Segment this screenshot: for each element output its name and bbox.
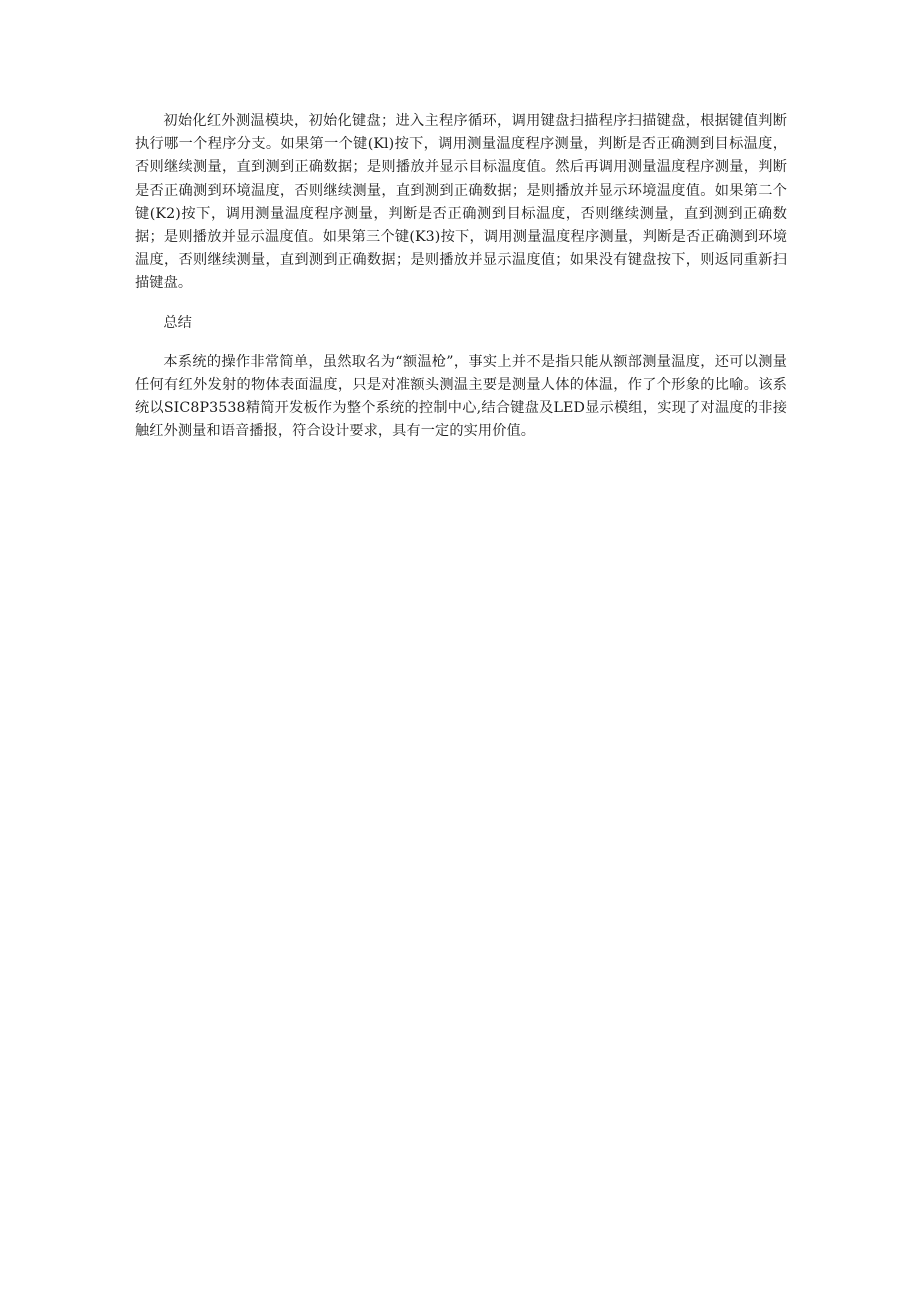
document-page [135, 110, 787, 444]
paragraph-spacer [135, 296, 787, 312]
paragraph-summary: 本系统的操作非常简单，虽然取名为“额温枪”，事实上并不是指只能从额部测量温度，还可以测量任何有红外发射的物体表面温度，只是对准额头测温主要是测量人体的体温，作了个形象的比喻。该系统以SIC8P3538精简开发板作为整个系统的控制中心,结合键盘及LED显示模组，实现了对温度的非接触红外测量和语音播报，符合设计要求，具有一定的实用价值。 [135, 353, 787, 440]
paragraph-spacer [135, 335, 787, 351]
section-heading-summary: 总结 [163, 314, 192, 331]
paragraph-program-flow: 初始化红外测温模块，初始化键盘；进入主程序循环，调用键盘扫描程序扫描键盘，根据键值判断执行哪一个程序分支。如果第一个键(Kl)按下，调用测量温度程序测量，判断是否正确测到目标温度，否则继续测量，直到测到正确数据；是则播放并显示目标温度值。然后再调用测量温度程序测量，判断是否正确测到环境温度，否则继续测量，直到测到正确数据；是则播放并显示环境温度值。如果第二个键(K2)按下，调用测量温度程序测量，判断是否正确测到目标温度，否则继续测量，直到测到正确数据；是则播放并显示温度值。如果第三个键(K3)按下，调用测量温度程序测量，判断是否正确测到环境温度，否则继续测量，直到测到正确数据；是则播放并显示温度值；如果没有键盘按下，则返同重新扫描键盘。 [135, 113, 787, 292]
